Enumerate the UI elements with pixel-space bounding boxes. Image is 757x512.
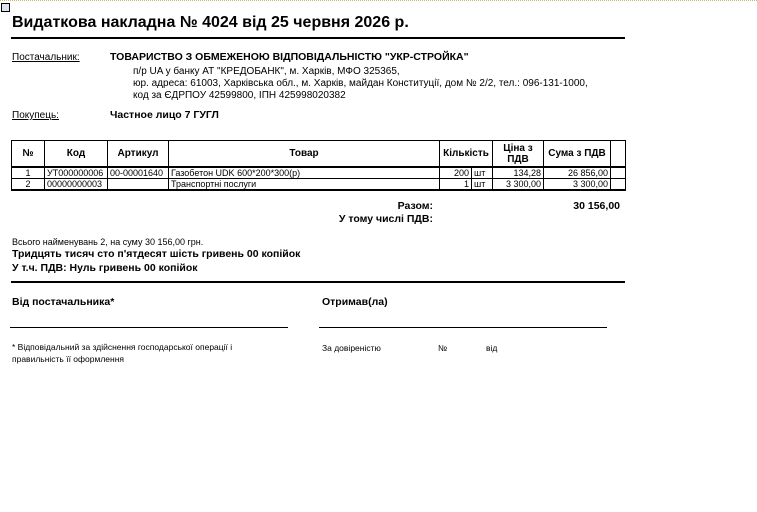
cell-sum: 3 300,00 (544, 179, 611, 191)
footnote-line1: * Відповідальний за здійснення господарської операції і (12, 342, 233, 352)
summary-count: Всього найменувань 2, на суму 30 156,00 грн. (12, 237, 204, 247)
receiver-signature-label: Отримав(ла) (322, 296, 388, 308)
top-dotted-line (0, 0, 757, 1)
buyer-label: Покупець: (12, 110, 59, 121)
supplier-address: юр. адреса: 61003, Харківська обл., м. Харків, майдан Конституції, дом № 2/2, тел.: 096-131-1000, (133, 78, 588, 89)
summary-vat-words: У т.ч. ПДВ: Нуль гривень 00 копійок (12, 262, 198, 274)
cell-sum: 26 856,00 (544, 167, 611, 179)
cell-price: 134,28 (493, 167, 544, 179)
cell-num: 1 (12, 167, 45, 179)
total-value: 30 156,00 (573, 200, 620, 212)
cell-empty (611, 167, 626, 179)
page-title: Видаткова накладна № 4024 від 25 червня 2026 р. (12, 14, 409, 31)
corner-checkbox-icon[interactable] (1, 3, 10, 12)
cell-article: 00-00001640 (108, 167, 169, 179)
trust-label: За довіреністю (322, 343, 381, 353)
trust-number-label: № (438, 343, 448, 353)
cell-qty: 200 (440, 167, 472, 179)
summary-amount-words: Тридцять тисяч сто п'ятдесят шість гривень 00 копійок (12, 248, 301, 260)
receiver-signature-line (319, 327, 607, 328)
supplier-bank: п/р UA у банку АТ "КРЕДОБАНК", м. Харків, МФО 325365, (133, 66, 400, 77)
supplier-label: Постачальник: (12, 52, 80, 63)
col-header-empty (611, 141, 626, 168)
supplier-name: ТОВАРИСТВО З ОБМЕЖЕНОЮ ВІДПОВІДАЛЬНІСТЮ "УКР-СТРОЙКА" (110, 51, 469, 63)
cell-num: 2 (12, 179, 45, 191)
supplier-signature-label: Від постачальника* (12, 296, 115, 308)
supplier-codes: код за ЄДРПОУ 42599800, ІПН 425998020382 (133, 90, 346, 101)
cell-code: УТ000000006 (45, 167, 108, 179)
col-header-product: Товар (169, 141, 440, 168)
cell-empty (611, 179, 626, 191)
supplier-signature-line (10, 327, 288, 328)
table-row (12, 167, 626, 179)
cell-unit: шт (472, 167, 493, 179)
col-header-article: Артикул (108, 141, 169, 168)
table-row (12, 179, 626, 191)
col-header-qty: Кількість (440, 141, 493, 168)
col-header-code: Код (45, 141, 108, 168)
cell-qty: 1 (440, 179, 472, 191)
cell-product: Транспортні послуги (169, 179, 440, 191)
cell-article (108, 179, 169, 191)
trust-date-label: від (486, 343, 498, 353)
col-header-sum: Сума з ПДВ (544, 141, 611, 168)
summary-divider (11, 281, 625, 283)
cell-unit: шт (472, 179, 493, 191)
footnote-line2: правильність її оформлення (12, 354, 125, 364)
items-table (11, 140, 626, 191)
cell-product: Газобетон UDK 600*200*300(р) (169, 167, 440, 179)
title-divider (11, 37, 625, 39)
vat-label: У тому числі ПДВ: (338, 213, 433, 225)
table-header-row (12, 141, 626, 168)
cell-price: 3 300,00 (493, 179, 544, 191)
cell-code: 00000000003 (45, 179, 108, 191)
col-header-num: № (12, 141, 45, 168)
col-header-price: Ціна з ПДВ (493, 141, 544, 168)
total-label: Разом: (397, 200, 433, 212)
buyer-name: Частное лицо 7 ГУГЛ (110, 109, 219, 121)
